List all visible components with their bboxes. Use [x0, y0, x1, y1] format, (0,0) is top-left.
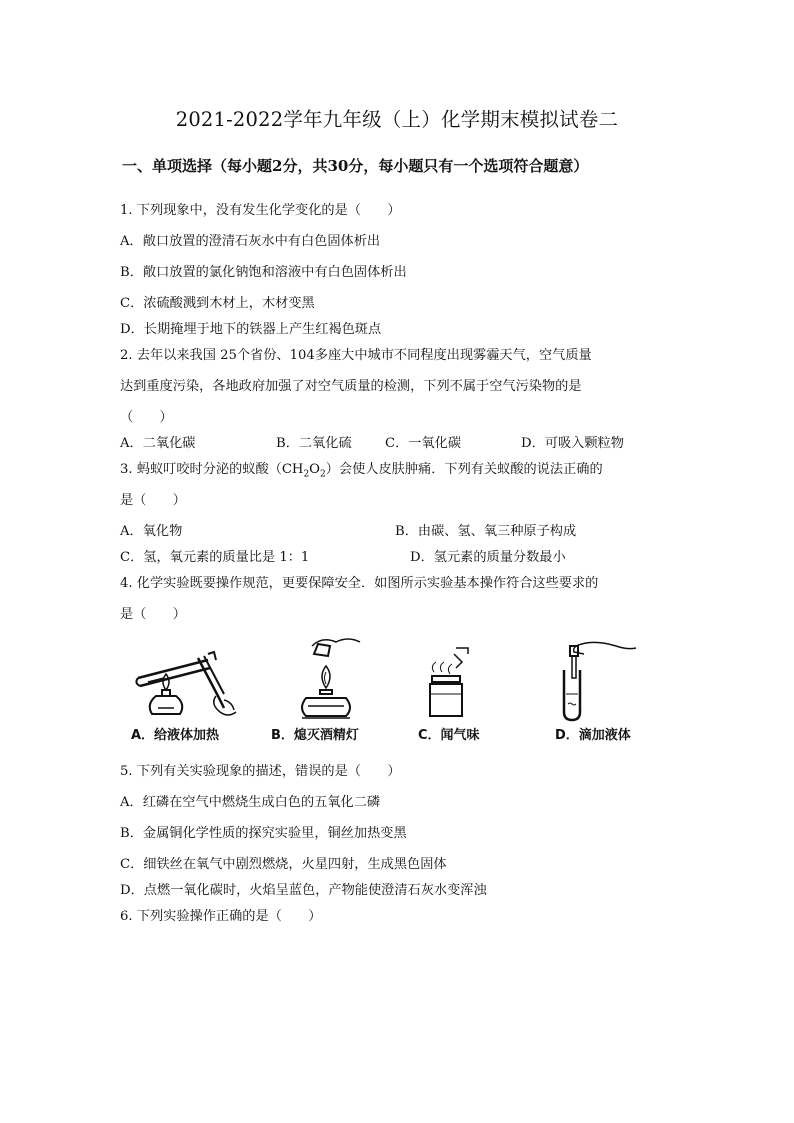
q5-option-d: D．点燃一氧化碳时，火焰呈蓝色，产物能使澄清石灰水变浑浊 — [120, 883, 487, 898]
q3-option-a: A．氧化物 — [120, 524, 183, 539]
q3-option-c: C．氢，氧元素的质量比是 1：1 — [120, 550, 310, 565]
q3-stem-post: ）会使人皮肤肿痛．下列有关蚁酸的说法正确的 — [325, 462, 603, 477]
q3-stem-line1 — [120, 458, 603, 480]
q3-option-b: B．由碳、氢、氧三种原子构成 — [395, 524, 577, 539]
q3-stem-pre: 3. 蚂蚁叮咬时分泌的蚁酸（CH — [120, 462, 304, 477]
q2-stem-line1: 2. 去年以来我国 25个省份、104多座大中城市不同程度出现雾霾天气，空气质量 — [120, 348, 592, 363]
q4-stem-line2: 是（ ） — [120, 607, 186, 622]
q5-option-b: B．金属铜化学性质的探究实验里，铜丝加热变黑 — [120, 826, 407, 841]
exam-title: 2021-2022学年九年级（上）化学期末模拟试卷二 — [175, 108, 619, 131]
figure-dropper — [556, 638, 640, 722]
caption-figure-c: C．闻气味 — [418, 728, 480, 743]
q5-stem: 5. 下列有关实验现象的描述，错误的是（ ） — [120, 764, 401, 779]
figure-smell-gas — [416, 644, 476, 718]
q2-option-c: C．一氧化碳 — [385, 436, 462, 451]
q3-formula-sub1: 2 — [303, 469, 310, 480]
caption-figure-d: D．滴加液体 — [555, 728, 631, 743]
q2-option-a: A．二氧化碳 — [120, 436, 196, 451]
q2-option-d: D．可吸入颗粒物 — [521, 436, 624, 451]
q2-stem-line3: （ ） — [120, 410, 173, 425]
q3-option-d: D．氢元素的质量分数最小 — [410, 550, 566, 565]
q1-option-c: C．浓硫酸溅到木材上，木材变黑 — [120, 296, 315, 311]
caption-figure-a: A．给液体加热 — [131, 728, 220, 743]
q3-formula-sub2: 2 — [319, 469, 326, 480]
q3-formula-mid: O — [309, 462, 320, 477]
q3-stem-line2: 是（ ） — [120, 493, 186, 508]
q2-stem-line2: 达到重度污染，各地政府加强了对空气质量的检测，下列不属于空气污染物的是 — [120, 379, 582, 394]
q2-option-b: B．二氧化硫 — [276, 436, 352, 451]
caption-figure-b: B．熄灭酒精灯 — [271, 728, 359, 743]
q5-option-c: C．细铁丝在氧气中剧烈燃烧，火星四射，生成黑色固体 — [120, 857, 447, 872]
q6-stem: 6. 下列实验操作正确的是（ ） — [120, 909, 322, 924]
figure-extinguish-lamp — [288, 632, 364, 722]
q1-stem: 1. 下列现象中，没有发生化学变化的是（ ） — [120, 203, 401, 218]
q1-option-b: B．敞口放置的氯化钠饱和溶液中有白色固体析出 — [120, 265, 407, 280]
q4-stem-line1: 4. 化学实验既要操作规范，更要保障安全．如图所示实验基本操作符合这些要求的 — [120, 576, 599, 591]
q5-option-a: A．红磷在空气中燃烧生成白色的五氧化二磷 — [120, 795, 381, 810]
q1-option-a: A．敞口放置的澄清石灰水中有白色固体析出 — [120, 234, 381, 249]
figure-heating-liquid — [128, 638, 240, 722]
q1-option-d: D．长期掩埋于地下的铁器上产生红褐色斑点 — [120, 322, 382, 337]
section-heading: 一、单项选择（每小题2分，共30分，每小题只有一个选项符合题意） — [122, 157, 589, 175]
